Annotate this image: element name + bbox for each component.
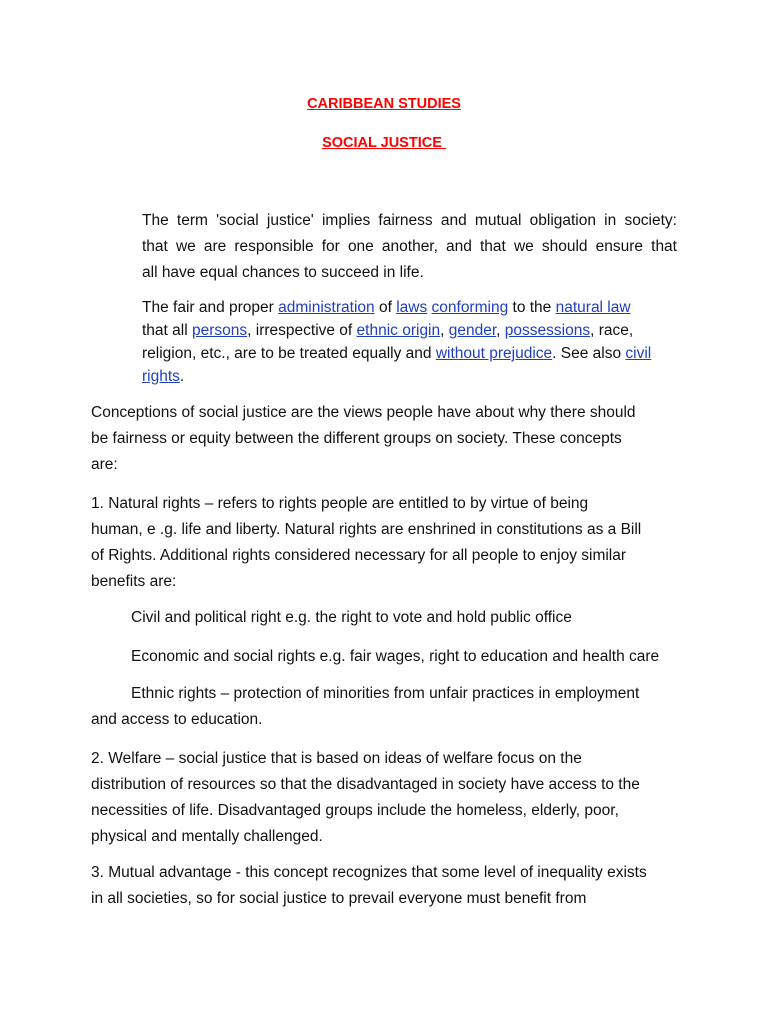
definition-line — [142, 296, 677, 319]
welfare-line: distribution of resources so that the disadvantaged in society have access to the — [91, 776, 640, 793]
definition-line — [142, 342, 677, 365]
natural-rights-paragraph — [91, 491, 677, 595]
natural-rights-line: 1. Natural rights – refers to rights people are entitled to by virtue of being — [91, 495, 589, 512]
conceptions-line: be fairness or equity between the different groups on society. These concepts — [91, 430, 622, 447]
definition-text: , — [440, 322, 449, 339]
ethnic-rights-line: and access to education. — [91, 711, 263, 728]
link-persons[interactable]: persons — [191, 322, 248, 339]
definition-text: , irrespective of — [247, 322, 357, 339]
natural-rights-line: benefits are: — [91, 573, 177, 590]
natural-rights-line: human, e .g. life and liberty. Natural rights are enshrined in constitutions as a Bill — [91, 521, 642, 538]
natural-rights-line: of Rights. Additional rights considered necessary for all people to enjoy similar — [91, 547, 627, 564]
link-possessions[interactable]: possessions — [504, 322, 591, 339]
definition-paragraph — [142, 296, 677, 388]
link-gender[interactable]: gender — [448, 322, 497, 339]
welfare-line: physical and mentally challenged. — [91, 828, 323, 845]
ethnic-rights-item — [91, 681, 677, 733]
course-heading: CARIBBEAN STUDIES — [307, 96, 461, 112]
definition-text: of — [374, 299, 397, 316]
conceptions-paragraph — [91, 400, 677, 478]
conceptions-line: are: — [91, 456, 118, 473]
definition-line — [142, 365, 677, 388]
intro-line: that we are responsible for one another, and that we should ensure that — [142, 238, 677, 255]
link-laws[interactable]: laws — [396, 299, 428, 316]
definition-text: , — [496, 322, 505, 339]
welfare-line: necessities of life. Disadvantaged groups include the homeless, elderly, poor, — [91, 802, 619, 819]
definition-text: . — [179, 368, 185, 385]
definition-line — [142, 319, 677, 342]
conceptions-line: Conceptions of social justice are the views people have about why there should — [91, 404, 636, 421]
mutual-advantage-line: 3. Mutual advantage - this concept recognizes that some level of inequality exists — [91, 864, 647, 881]
civil-rights-item: Civil and political right e.g. the right to vote and hold public office — [131, 609, 572, 626]
intro-paragraph — [142, 208, 677, 286]
mutual-advantage-line: in all societies, so for social justice to prevail everyone must benefit from — [91, 890, 587, 907]
definition-text: to the — [508, 299, 556, 316]
definition-text: that all — [142, 322, 192, 339]
link-natural-law[interactable]: natural law — [555, 299, 631, 316]
intro-line: all have equal chances to succeed in life. — [142, 264, 424, 281]
intro-line: The term 'social justice' implies fairness and mutual obligation in society: — [142, 212, 677, 229]
definition-text: The fair and proper — [142, 299, 279, 316]
definition-text: religion, etc., are to be treated equally and — [142, 345, 436, 362]
link-without-prejudice[interactable]: without prejudice — [435, 345, 553, 362]
welfare-paragraph — [91, 746, 677, 850]
definition-text: . See also — [552, 345, 626, 362]
link-civil[interactable]: civil — [625, 345, 652, 362]
link-rights[interactable]: rights — [142, 368, 180, 385]
topic-heading: SOCIAL JUSTICE — [322, 135, 446, 151]
link-conforming[interactable]: conforming — [431, 299, 509, 316]
definition-text: , race, — [590, 322, 634, 339]
link-administration[interactable]: administration — [278, 299, 375, 316]
link-ethnic-origin[interactable]: ethnic origin — [356, 322, 441, 339]
ethnic-rights-line: Ethnic rights – protection of minorities from unfair practices in employment — [131, 685, 640, 702]
economic-rights-item: Economic and social rights e.g. fair wages, right to education and health care — [131, 648, 660, 665]
welfare-line: 2. Welfare – social justice that is based on ideas of welfare focus on the — [91, 750, 582, 767]
mutual-advantage-paragraph — [91, 860, 677, 912]
